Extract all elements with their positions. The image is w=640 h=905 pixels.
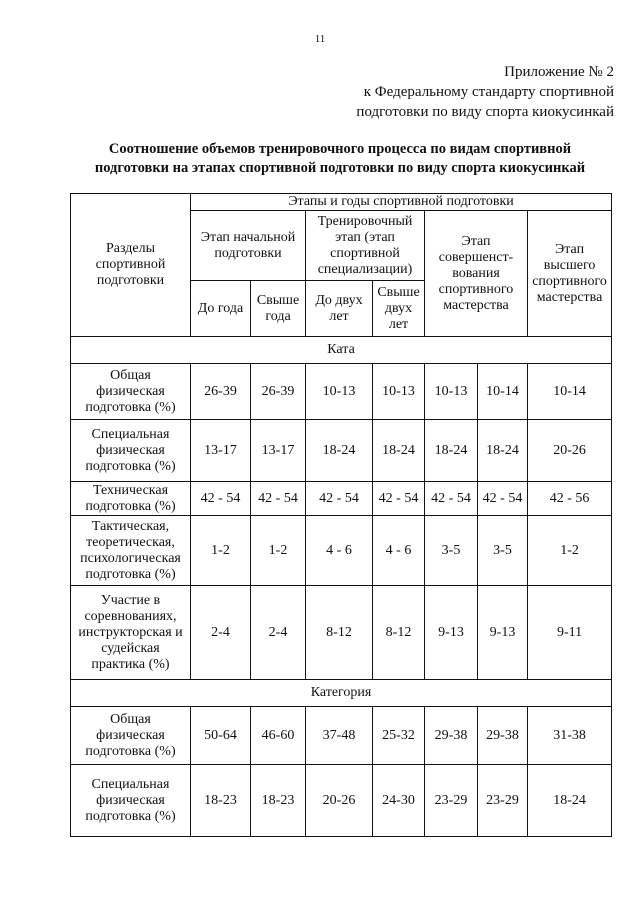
value-cell: 29-38 [478,707,528,765]
training-ratio-table [70,193,612,837]
row-label: Общая физическая подготовка (%) [71,364,191,420]
value-cell: 37-48 [306,707,373,765]
value-cell: 26-39 [251,364,306,420]
value-cell: 24-30 [373,765,425,837]
value-cell: 25-32 [373,707,425,765]
value-cell: 9-13 [425,586,478,680]
value-cell: 1-2 [251,516,306,586]
value-cell: 18-24 [528,765,612,837]
value-cell: 42 - 56 [528,482,612,516]
value-cell: 42 - 54 [425,482,478,516]
value-cell: 18-24 [478,420,528,482]
row-label: Участие в соревнованиях, инструкторская и судейская практика (%) [71,586,191,680]
value-cell: 18-24 [306,420,373,482]
appendix-line-2: к Федеральному стандарту спортивной [363,84,614,100]
header-year-initial-1: До года [191,281,251,337]
value-cell: 10-13 [306,364,373,420]
header-stages: Этапы и годы спортивной подготовки [191,194,612,211]
appendix-header [356,62,614,122]
value-cell: 20-26 [528,420,612,482]
header-sections: Разделы спортивной подготовки [71,194,191,337]
value-cell: 9-13 [478,586,528,680]
value-cell: 42 - 54 [478,482,528,516]
title-line-2: подготовки на этапах спортивной подготовки по виду спорта киокусинкай [94,160,586,176]
appendix-line-3: подготовки по виду спорта киокусинкай [356,104,614,120]
header-year-training-1: До двух лет [306,281,373,337]
value-cell: 42 - 54 [306,482,373,516]
table-row [71,516,612,586]
value-cell: 42 - 54 [191,482,251,516]
value-cell: 10-13 [425,364,478,420]
title-line-1: Соотношение объемов тренировочного процесса по видам спортивной [108,141,572,157]
value-cell: 8-12 [306,586,373,680]
value-cell: 26-39 [191,364,251,420]
header-year-training-2: Свыше двух лет [373,281,425,337]
value-cell: 4 - 6 [306,516,373,586]
row-label: Тактическая, теоретическая, психологическая подготовка (%) [71,516,191,586]
header-year-initial-2: Свыше года [251,281,306,337]
value-cell: 23-29 [478,765,528,837]
row-label: Специальная физическая подготовка (%) [71,765,191,837]
value-cell: 31-38 [528,707,612,765]
value-cell: 23-29 [425,765,478,837]
value-cell: 13-17 [251,420,306,482]
page-number: 11 [314,33,326,45]
value-cell: 10-14 [528,364,612,420]
value-cell: 20-26 [306,765,373,837]
section-header: Ката [71,337,612,364]
value-cell: 18-23 [251,765,306,837]
value-cell: 46-60 [251,707,306,765]
row-label: Техническая подготовка (%) [71,482,191,516]
table-row [71,765,612,837]
value-cell: 10-14 [478,364,528,420]
value-cell: 3-5 [425,516,478,586]
value-cell: 42 - 54 [373,482,425,516]
value-cell: 10-13 [373,364,425,420]
value-cell: 8-12 [373,586,425,680]
row-label: Специальная физическая подготовка (%) [71,420,191,482]
table-row [71,364,612,420]
table-row [71,707,612,765]
header-stage-higher: Этап высшего спортивного мастерства [528,211,612,337]
value-cell: 18-24 [425,420,478,482]
row-label: Общая физическая подготовка (%) [71,707,191,765]
value-cell: 9-11 [528,586,612,680]
value-cell: 29-38 [425,707,478,765]
value-cell: 2-4 [251,586,306,680]
document-title [60,140,620,178]
value-cell: 50-64 [191,707,251,765]
value-cell: 13-17 [191,420,251,482]
value-cell: 42 - 54 [251,482,306,516]
value-cell: 18-24 [373,420,425,482]
appendix-line-1: Приложение № 2 [504,64,614,80]
value-cell: 2-4 [191,586,251,680]
table-row [71,482,612,516]
header-stage-training: Тренировочный этап (этап спортивной специализации) [306,211,425,281]
table-row [71,420,612,482]
value-cell: 1-2 [191,516,251,586]
header-stage-initial: Этап начальной подготовки [191,211,306,281]
value-cell: 4 - 6 [373,516,425,586]
section-header: Категория [71,680,612,707]
table-row [71,586,612,680]
header-stage-improvement: Этап совершенст- вования спортивного мастерства [425,211,528,337]
value-cell: 18-23 [191,765,251,837]
value-cell: 3-5 [478,516,528,586]
value-cell: 1-2 [528,516,612,586]
